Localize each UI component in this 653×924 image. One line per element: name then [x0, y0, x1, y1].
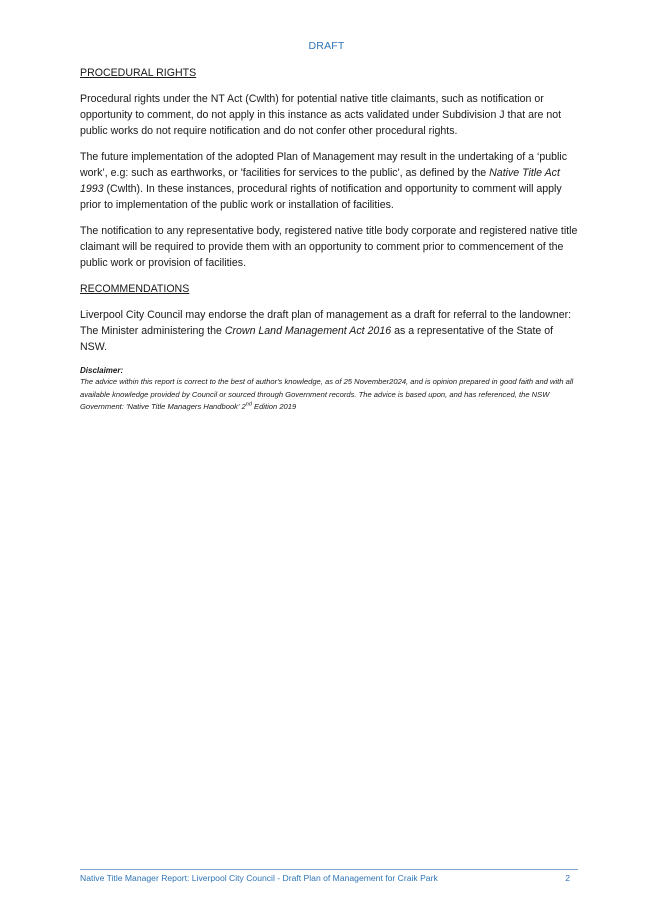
footer-divider	[80, 869, 578, 870]
recommendations-heading: RECOMMENDATIONS	[80, 283, 190, 295]
disclaimer-text	[80, 376, 580, 414]
document-body	[80, 65, 580, 414]
recommendations-text-a: Liverpool City Council may endorse the draft plan of management as a draft for referral to the landowner: The Minister administering the	[80, 309, 572, 337]
draft-label: DRAFT	[308, 40, 345, 52]
disclaimer-title: Disclaimer:	[80, 366, 124, 375]
procedural-rights-heading: PROCEDURAL RIGHTS	[80, 67, 197, 79]
footer-title: Native Title Manager Report: Liverpool City Council - Draft Plan of Management for Craik Park	[80, 873, 438, 883]
recommendations-paragraph	[80, 307, 580, 355]
procedural-paragraph-2-text-b: (Cwlth). In these instances, procedural rights of notification and opportunity to comment will apply prior to implementation of the public work or installation of facilities.	[80, 183, 562, 211]
page-footer	[80, 873, 578, 883]
disclaimer-text-a: The advice within this report is correct to the best of author's knowledge, as of 25 November2024, and is opinion prepared in good faith and with all available knowledge provided by Council or sourced through Government records. The advice is based upon, and has referenced, the NSW Government: 'Native Title Managers Handbook' 2	[80, 377, 574, 411]
disclaimer-superscript: nd	[245, 401, 252, 408]
procedural-paragraph-2	[80, 149, 580, 213]
procedural-paragraph-3: The notification to any representative body, registered native title body corporate and registered native title claimant will be required to provide them with an opportunity to comment prior to commencement of the public work or provision of facilities.	[80, 225, 578, 269]
page-number: 2	[565, 873, 570, 883]
procedural-paragraph-2-text-a: The future implementation of the adopted Plan of Management may result in the undertaking of a ‘public work’, e.g: such as earthworks, or 'facilities for services to the public', as defined by the	[80, 151, 568, 179]
procedural-paragraph-1: Procedural rights under the NT Act (Cwlth) for potential native title claimants, such as notification or opportunity to comment, do not apply in this instance as acts validated under Subdivision J that are not public works do not require notification and do not confer other procedural rights.	[80, 93, 562, 137]
recommendations-text-b: as a representative of the State of NSW.	[80, 325, 554, 353]
disclaimer-text-b: Edition 2019	[251, 402, 297, 411]
crown-land-act-citation: Crown Land Management Act 2016	[224, 325, 392, 337]
native-title-act-citation: Native Title Act 1993	[80, 167, 560, 195]
